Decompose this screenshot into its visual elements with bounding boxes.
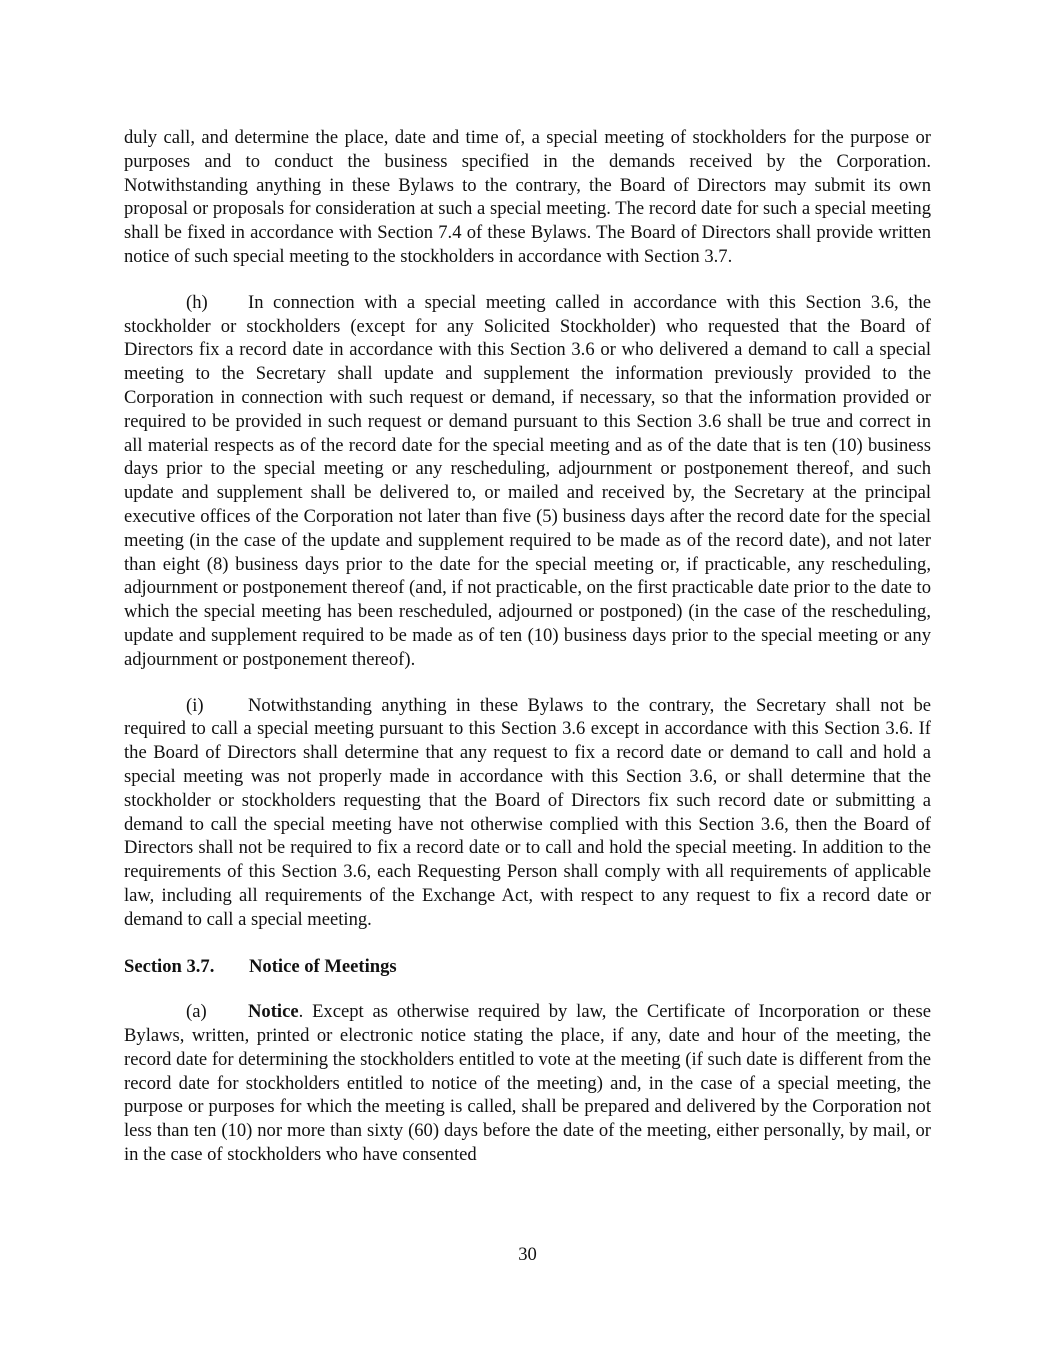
paragraph-label: (a) [186,1001,207,1023]
section-heading [124,955,931,979]
paragraph-text: . Except as otherwise required by law, the Certificate of Incorporation or these Bylaws, written, printed or electronic notice stating the place, if any, date and hour of the meeting, the record date for determining the stockholders entitled to vote at the meeting (if such date is different from the record date for stockholders entitled to notice of the meeting) and, in the case of a special meeting, the purpose or purposes for which the meeting is called, shall be prepared and delivered by the Corporation not less than ten (10) nor more than sixty (60) days before the date of the meeting, either personally, by mail, or in the case of stockholders who have consented [124,1001,931,1166]
section-number: Section 3.7. [124,955,215,977]
paragraph-title: Notice [248,1001,299,1023]
document-page [124,126,931,1167]
paragraph-i [124,694,931,932]
paragraph-label: (i) [186,694,204,716]
paragraph-label: (h) [186,291,208,313]
page-number: 30 [518,1244,537,1265]
section-title: Notice of Meetings [249,955,397,977]
paragraph-text: In connection with a special meeting called in accordance with this Section 3.6, the stockholder or stockholders (except for any Solicited Stockholder) who requested that the Board of Directors fix a record date in accordance with this Section 3.6 or who delivered a demand to call a special meeting to the Secretary shall update and supplement the information previously provided to the Corporation in connection with such request or demand, if necessary, so that the information provided or required to be provided in such request or demand pursuant to this Section 3.6 shall be true and correct in all material respects as of the record date for the special meeting and as of the date that is ten (10) business days prior to the special meeting or any rescheduling, adjournment or postponement thereof, and such update and supplement shall be delivered to, or mailed and received by, the Secretary at the principal executive offices of the Corporation not later than five (5) business days after the record date for the special meeting (in the case of the update and supplement required to be made as of the record date), and not later than eight (8) business days prior to the date for the special meeting or, if practicable, any rescheduling, adjournment or postponement thereof (and, if not practicable, on the first practicable date prior to the date to which the special meeting has been rescheduled, adjourned or postponed) (in the case of the rescheduling, update and supplement required to be made as of ten (10) business days prior to the special meeting or any adjournment or postponement thereof). [124,291,931,670]
paragraph-h [124,291,931,672]
paragraph-continuation: duly call, and determine the place, date and time of, a special meeting of stockholders for the purpose or purposes and to conduct the business specified in the demands received by the Corporation. Notwithstanding anything in these Bylaws to the contrary, the Board of Directors may submit its own proposal or proposals for consideration at such a special meeting. The record date for such a special meeting shall be fixed in accordance with Section 7.4 of these Bylaws. The Board of Directors shall provide written notice of such special meeting to the stockholders in accordance with Section 3.7. [124,127,931,267]
paragraph-a [124,1000,931,1167]
paragraph-text: Notwithstanding anything in these Bylaws to the contrary, the Secretary shall not be required to call a special meeting pursuant to this Section 3.6 except in accordance with this Section 3.6. If the Board of Directors shall determine that any request to fix a record date or demand to call and hold a special meeting was not properly made in accordance with this Section 3.6, or shall determine that the stockholder or stockholders requesting that the Board of Directors fix such record date or submitting a demand to call the special meeting have not otherwise complied with this Section 3.6, then the Board of Directors shall not be required to fix a record date or to call and hold the special meeting. In addition to the requirements of this Section 3.6, each Requesting Person shall comply with all requirements of applicable law, including all requirements of the Exchange Act, with respect to any request to fix a record date or demand to call a special meeting. [124,694,931,930]
